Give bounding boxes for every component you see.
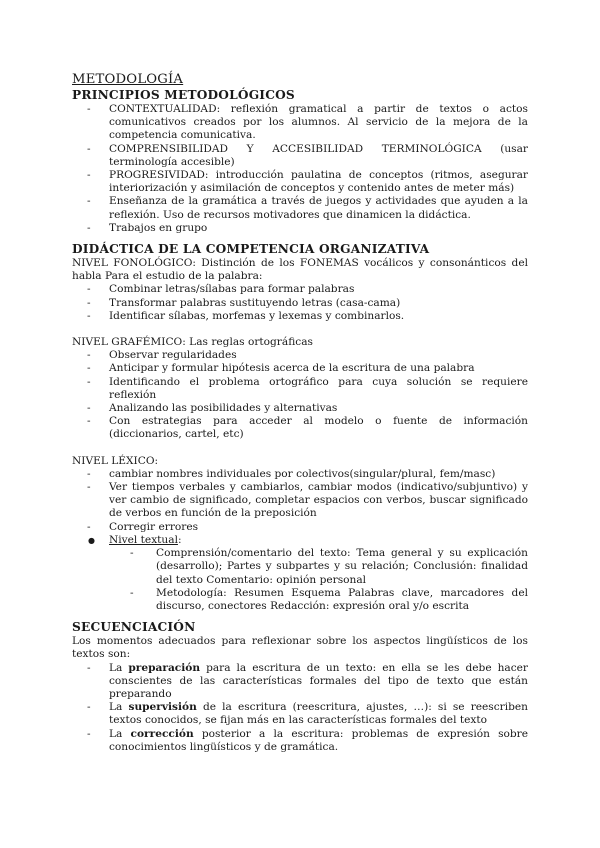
- nivel-textual-label: Nivel textual: [109, 533, 178, 546]
- list-item: [72, 283, 528, 296]
- dash-marker: -: [87, 467, 91, 480]
- list-item: [72, 662, 528, 702]
- dash-marker: -: [87, 309, 91, 322]
- dash-marker: -: [87, 283, 91, 296]
- document-page: [72, 72, 528, 754]
- list-item-text: Observar regularidades: [109, 349, 237, 362]
- dash-marker: -: [87, 727, 91, 740]
- fonologico-intro: NIVEL FONOLÓGICO: Distinción de los FONEMAS vocálicos y consonánticos del habla Para el estudio de la palabra:: [72, 257, 528, 283]
- list-item-text: Enseñanza de la gramática a través de juegos y actividades que ayuden a la reflexión. Uso de recursos motivadores que dinamicen la didáctica.: [109, 195, 528, 221]
- dash-marker: -: [87, 103, 91, 115]
- list-item-text: Trabajos en grupo: [109, 221, 208, 234]
- dash-marker: -: [87, 349, 91, 362]
- list-item: [72, 415, 528, 441]
- text-post: para la escritura de un texto: en ella se les debe hacer conscientes de las características formales del tipo de texto que están preparando: [109, 661, 528, 700]
- list-item-text: Combinar letras/sílabas para formar palabras: [109, 283, 355, 296]
- list-item-text: Anticipar y formular hipótesis acerca de la escritura de una palabra: [109, 362, 475, 375]
- list-item: [72, 143, 528, 169]
- list-item-text: PROGRESIVIDAD: introducción paulatina de conceptos (ritmos, asegurar interiorización y asimilación de conceptos y contenido antes de meter más): [109, 169, 528, 195]
- list-item-text: Identificar sílabas, morfemas y lexemas y combinarlos.: [109, 309, 405, 322]
- list-item-nivel-textual: [72, 534, 528, 547]
- nivel-textual-colon: :: [177, 533, 182, 546]
- dash-marker: -: [87, 520, 91, 533]
- text-pre: La: [109, 727, 131, 740]
- list-item: [72, 468, 528, 481]
- principios-list: [72, 103, 528, 235]
- list-item: [72, 701, 528, 727]
- list-item: [72, 481, 528, 521]
- list-item-text: Transformar palabras sustituyendo letras (casa-cama): [109, 296, 401, 309]
- list-item: [72, 376, 528, 402]
- dash-marker: -: [87, 481, 91, 494]
- list-item: [72, 728, 528, 754]
- dash-marker: -: [130, 547, 134, 560]
- list-item: [72, 222, 528, 235]
- secuenciacion-list: [72, 662, 528, 754]
- lexico-list: [72, 468, 528, 547]
- text-post: posterior a la escritura: problemas de expresión sobre conocimientos lingüísticos y de gramática.: [109, 727, 529, 753]
- list-item: [72, 169, 528, 195]
- list-item: [72, 103, 528, 143]
- list-item: [72, 297, 528, 310]
- textual-sublist: [72, 547, 528, 613]
- dash-marker: -: [87, 375, 91, 388]
- fonologico-list: [72, 283, 528, 323]
- page-title: METODOLOGÍA: [72, 72, 184, 87]
- secuenciacion-intro: Los momentos adecuados para reflexionar sobre los aspectos lingüísticos de los textos son:: [72, 635, 528, 661]
- list-item-text: Comprensión/comentario del texto: Tema general y su explicación (desarrollo); Partes y subpartes y su relación; Conclusión: finalidad del texto Comentario: opinión personal: [156, 547, 528, 586]
- list-item: [72, 362, 528, 375]
- keyword: corrección: [130, 727, 194, 740]
- dash-marker: -: [87, 296, 91, 309]
- dash-marker: -: [87, 221, 91, 234]
- list-item: [72, 349, 528, 362]
- spacer: [72, 442, 528, 455]
- list-item: [72, 310, 528, 323]
- grafemico-intro: NIVEL GRAFÉMICO: Las reglas ortográficas: [72, 336, 313, 349]
- dash-marker: -: [87, 661, 91, 674]
- dash-marker: -: [87, 415, 91, 428]
- didactica-heading: DIDÁCTICA DE LA COMPETENCIA ORGANIZATIVA: [72, 242, 430, 257]
- list-item: [72, 521, 528, 534]
- grafemico-list: [72, 349, 528, 441]
- list-item: [72, 402, 528, 415]
- dash-marker: -: [87, 195, 91, 208]
- list-item-text: cambiar nombres individuales por colectivos(singular/plural, fem/masc): [109, 467, 496, 480]
- lexico-intro: NIVEL LÉXICO:: [72, 454, 159, 467]
- spacer: [72, 323, 528, 336]
- dash-marker: -: [87, 362, 91, 375]
- keyword: supervisión: [128, 701, 197, 714]
- list-item-text: Ver tiempos verbales y cambiarlos, cambiar modos (indicativo/subjuntivo) y ver cambio de significado, completar espacios con verbos, buscar significado de verbos en función de la preposición: [109, 481, 528, 520]
- list-item: [72, 195, 528, 221]
- dash-marker: -: [130, 586, 134, 599]
- list-item-text: Identificando el problema ortográfico para cuya solución se requiere reflexión: [109, 375, 528, 401]
- dash-marker: -: [87, 142, 91, 155]
- sub-list-item: [72, 547, 528, 587]
- list-item-text: CONTEXTUALIDAD: reflexión gramatical a partir de textos o actos comunicativos creados por los alumnos. Al servicio de la mejora de la competencia comunicativa.: [109, 103, 528, 142]
- sub-list-item: [72, 587, 528, 613]
- keyword: preparación: [128, 661, 201, 674]
- text-post: de la escritura (reescritura, ajustes, …): si se reescriben textos conocidos, se fijan más en las características formales del texto: [109, 701, 528, 727]
- list-item-text: COMPRENSIBILIDAD Y ACCESIBILIDAD TERMINOLÓGICA (usar terminología accesible): [109, 142, 528, 168]
- text-pre: La: [109, 701, 129, 714]
- dash-marker: -: [87, 701, 91, 714]
- list-item-text: Corregir errores: [109, 520, 199, 533]
- list-item-text: Analizando las posibilidades y alternativas: [109, 402, 338, 415]
- dash-marker: -: [87, 402, 91, 415]
- text-pre: La: [109, 661, 129, 674]
- bullet-marker: ●: [88, 535, 95, 545]
- list-item-text: Metodología: Resumen Esquema Palabras clave, marcadores del discurso, conectores Redacción: expresión oral y/o escrita: [156, 586, 528, 612]
- list-item-text: Con estrategias para acceder al modelo o fuente de información (diccionarios, cartel, etc): [109, 415, 528, 441]
- dash-marker: -: [87, 169, 91, 182]
- secuenciacion-heading: SECUENCIACIÓN: [72, 620, 196, 635]
- principios-heading: PRINCIPIOS METODOLÓGICOS: [72, 88, 295, 102]
